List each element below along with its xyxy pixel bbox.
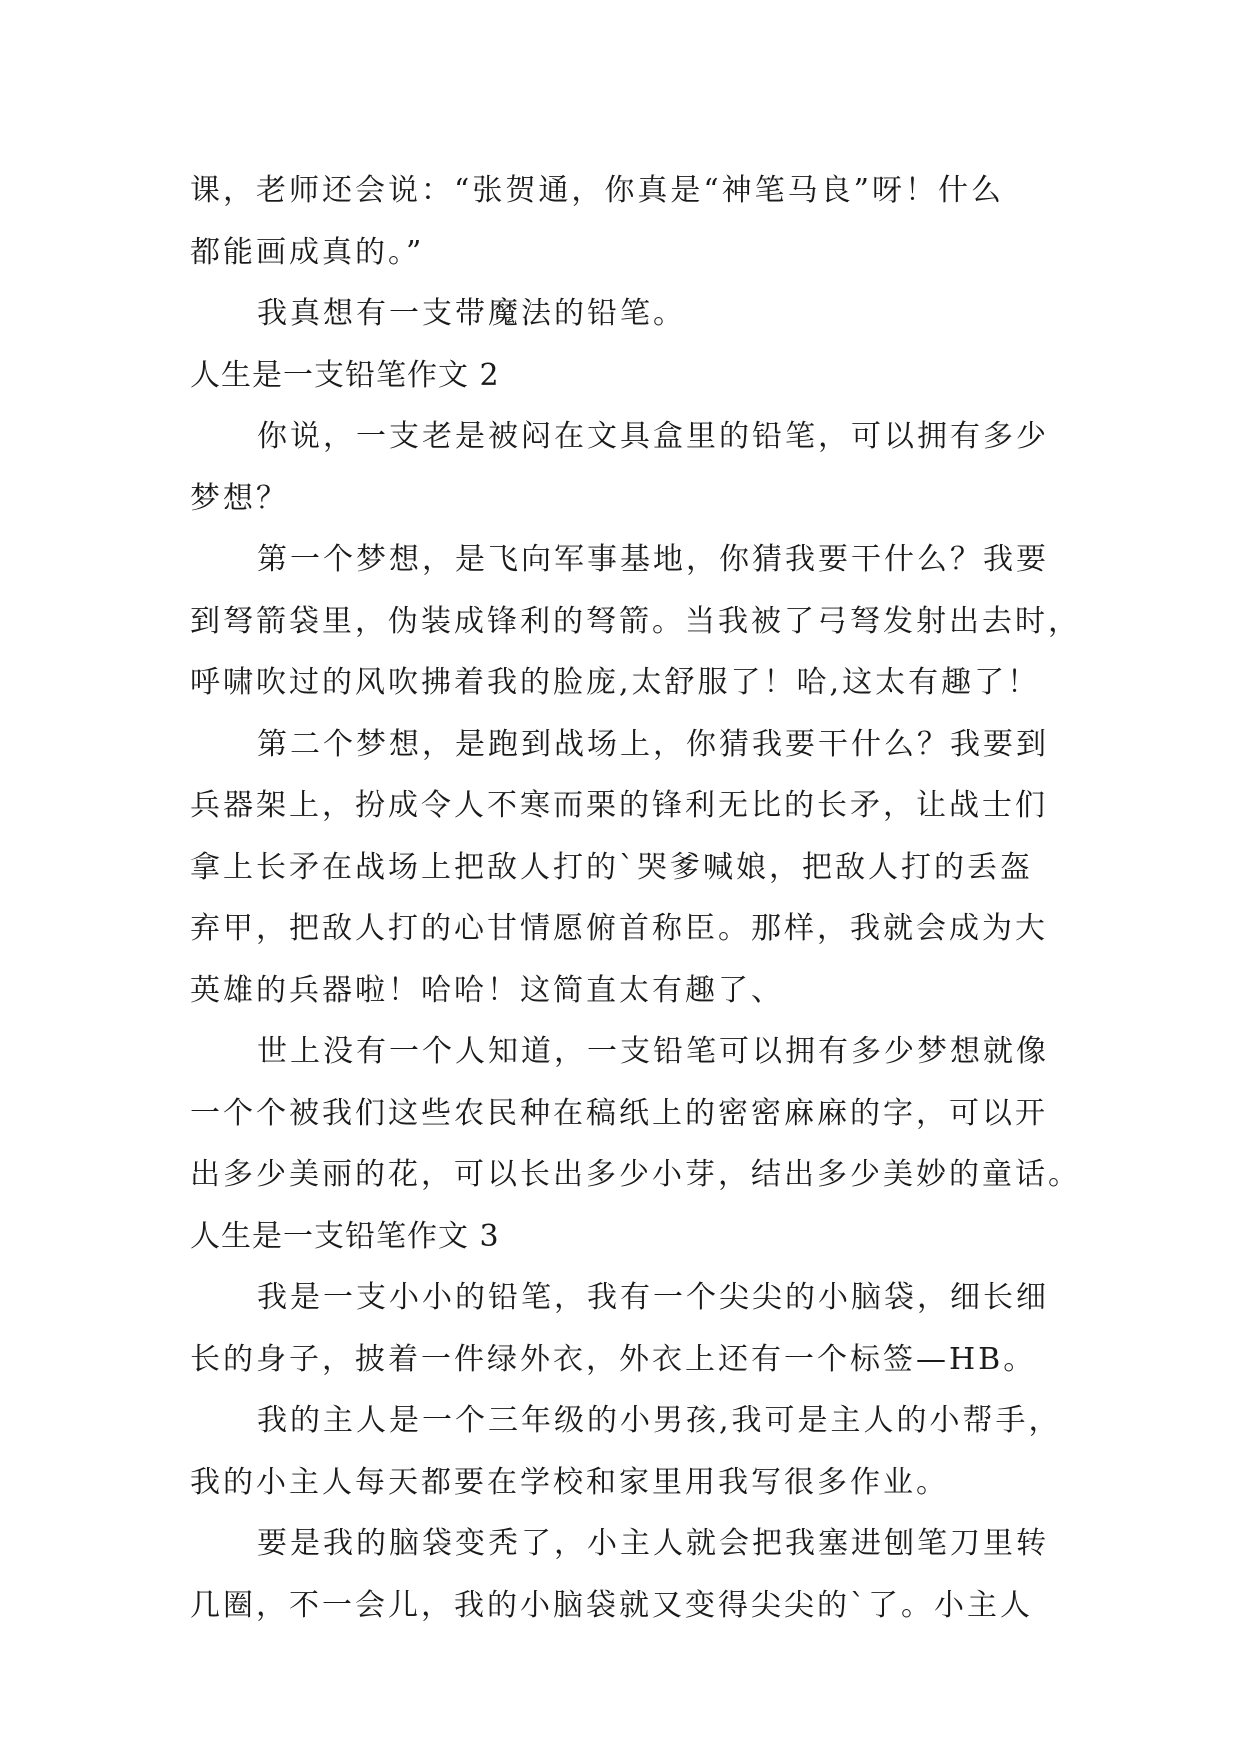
section-heading-3: 人生是一支铅笔作文 3 [190, 1218, 500, 1254]
body-line: 长的身子，披着一件绿外衣，外衣上还有一个标签—HB。 [190, 1341, 1037, 1377]
body-line: 英雄的兵器啦！哈哈！这简直太有趣了、 [190, 972, 784, 1008]
body-line: 拿上长矛在战场上把敌人打的`哭爹喊娘，把敌人打的丢盔 [190, 849, 1033, 885]
paragraph-start-line: 我真想有一支带魔法的铅笔。 [257, 296, 686, 331]
body-line: 出多少美丽的花，可以长出多少小芽，结出多少美妙的童话。 [190, 1157, 1081, 1192]
body-line: 我的小主人每天都要在学校和家里用我写很多作业。 [190, 1464, 949, 1500]
body-line: 一个个被我们这些农民种在稿纸上的密密麻麻的字，可以开 [190, 1095, 1048, 1131]
section-heading-2: 人生是一支铅笔作文 2 [190, 357, 500, 393]
body-line: 几圈，不一会儿，我的小脑袋就又变得尖尖的`了。小主人 [190, 1587, 1033, 1623]
body-line: 都能画成真的。” [190, 234, 425, 270]
body-line: 到弩箭袋里，伪装成锋利的弩箭。当我被了弓弩发射出去时， [190, 603, 1081, 639]
paragraph-start-line: 我是一支小小的铅笔，我有一个尖尖的小脑袋，细长细 [257, 1280, 1049, 1315]
paragraph-start-line: 我的主人是一个三年级的小男孩,我可是主人的小帮手， [257, 1403, 1062, 1438]
paragraph-start-line: 世上没有一个人知道，一支铅笔可以拥有多少梦想就像 [257, 1034, 1049, 1069]
body-line: 弃甲，把敌人打的心甘情愿俯首称臣。那样，我就会成为大 [190, 911, 1048, 946]
body-line: 呼啸吹过的风吹拂着我的脸庞,太舒服了！哈,这太有趣了！ [190, 665, 1041, 700]
paragraph-start-line: 第一个梦想，是飞向军事基地，你猜我要干什么？我要 [257, 542, 1049, 577]
document-body [190, 160, 1081, 1636]
paragraph-start-line: 要是我的脑袋变秃了，小主人就会把我塞进刨笔刀里转 [257, 1526, 1049, 1561]
body-line: 梦想？ [190, 480, 289, 516]
paragraph-start-line: 你说，一支老是被闷在文具盒里的铅笔，可以拥有多少 [257, 419, 1049, 454]
body-line: 兵器架上，扮成令人不寒而栗的锋利无比的长矛，让战士们 [190, 788, 1048, 823]
paragraph-start-line: 第二个梦想，是跑到战场上，你猜我要干什么？我要到 [257, 726, 1049, 762]
body-line: 课，老师还会说：“张贺通，你真是“神笔马良”呀！什么 [190, 173, 1005, 208]
